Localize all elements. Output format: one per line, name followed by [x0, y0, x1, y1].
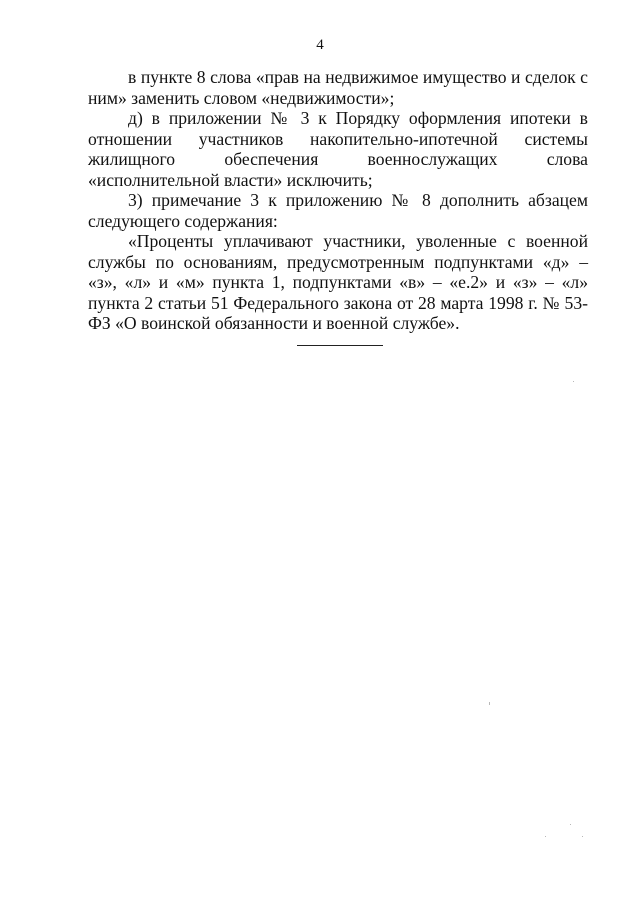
paragraph-item-8-amendment: в пункте 8 слова «прав на недвижимое имущество и сделок с ним» заменить словом «недвижимости»; [88, 67, 588, 108]
paragraph-appendix-8-note: 3) примечание 3 к приложению № 8 дополнить абзацем следующего содержания: [88, 190, 588, 231]
paragraph-quoted-addition: «Проценты уплачивают участники, уволенные с военной службы по основаниям, предусмотренным подпунктами «д» – «з», «л» и «м» пункта 1, подпунктами «в» – «е.2» и «з» – «л» пункта 2 статьи 51 Федерального закона от 28 марта 1998 г. № 53-ФЗ «О воинской обязанности и военной службе». [88, 231, 588, 333]
scan-speck [573, 381, 574, 382]
paragraph-appendix-3-amendment: д) в приложении № 3 к Порядку оформления ипотеки в отношении участников накопительно-ипотечной системы жилищного обеспечения военнослужащих слова «исполнительной власти» исключить; [88, 108, 588, 190]
page-number: 4 [316, 37, 324, 53]
scan-speck [582, 836, 583, 837]
document-body [88, 67, 588, 334]
scan-speck [489, 702, 490, 705]
closing-divider [297, 345, 383, 346]
scan-speck [545, 836, 546, 837]
scan-speck [570, 824, 571, 825]
